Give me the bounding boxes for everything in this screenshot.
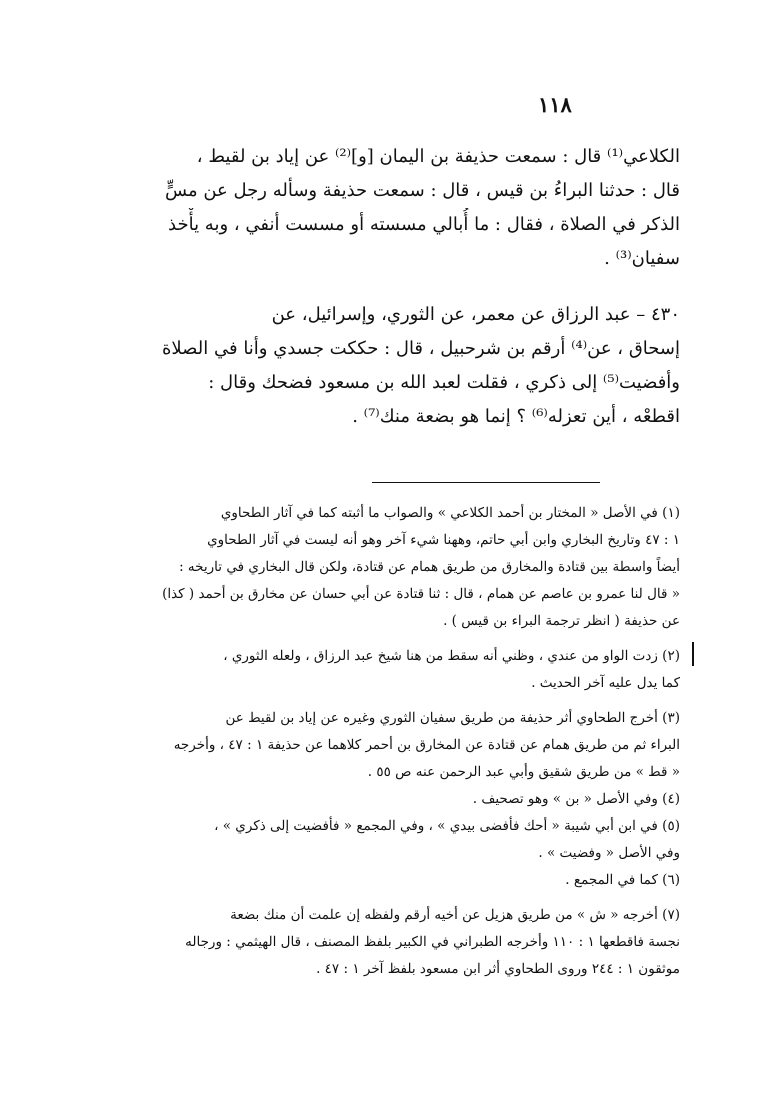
footnotes — [60, 500, 680, 983]
footnote-line: كما يدل عليه آخر الحديث . — [531, 675, 680, 691]
text-line: قال : حدثنا البراءُ بن قيس ، قال : سمعت حذيفة وسأله رجل عن مسٍّ — [165, 180, 680, 201]
text-line: وأفضيت⁽⁵⁾ إلى ذكري ، فقلت لعبد الله بن مسعود فضحك وقال : — [208, 372, 680, 393]
paragraph-2-hadith-430 — [60, 298, 680, 434]
text-line: إسحاق ، عن⁽⁴⁾ أرقم بن شرحبيل ، قال : حككت جسدي وأنا في الصلاة — [162, 338, 680, 359]
footnote-line: البراء ثم من طريق همام عن قتادة عن المخارق بن أحمر كلاهما عن حذيفة ١ : ٤٧ ، وأخرجه — [173, 737, 680, 753]
footnote-line: (٦) كما في المجمع . — [565, 872, 680, 888]
page-number: ١١٨ — [538, 92, 572, 117]
text-line: الكلاعي⁽¹⁾ قال : سمعت حذيفة بن اليمان [و]⁽²⁾ عن إياد بن لقيط ، — [196, 146, 680, 167]
footnote-4 — [60, 786, 680, 813]
footnote-5 — [60, 813, 680, 867]
footnote-6 — [60, 867, 680, 894]
text-line: ٤٣٠ – عبد الرزاق عن معمر، عن الثوري، وإسرائيل، عن — [271, 304, 680, 325]
text-line: الذكر في الصلاة ، فقال : ما أُبالي مسسته أو مسست أنفي ، وبه يأْخذ — [168, 214, 680, 235]
footnote-line: (٢) زدت الواو من عندي ، وظني أنه سقط من هنا شيخ عبد الرزاق ، ولعله الثوري ، — [223, 648, 680, 664]
main-text — [60, 140, 680, 434]
text-line: اقطعْه ، أين تعزله⁽⁶⁾ ؟ إنما هو بضعة منك⁽⁷⁾ . — [352, 406, 680, 427]
footnote-line: أيضاً واسطة بين قتادة والمخارق من طريق همام عن قتادة، ولكن قال البخاري في تاريخه : — [179, 559, 680, 575]
footnote-line: « قط » من طريق شقيق وأبي عبد الرحمن عنه ص ٥٥ . — [367, 764, 680, 780]
footnote-line: موثقون ١ : ٢٤٤ وروى الطحاوي أثر ابن مسعود بلفظ آخر ١ : ٤٧ . — [316, 961, 680, 977]
footnote-line: (٣) أخرج الطحاوي أثر حذيفة من طريق سفيان الثوري وغيره عن إياد بن لقيط عن — [225, 710, 680, 726]
footnote-line: ١ : ٤٧ وتاريخ البخاري وابن أبي حاتم، وههنا شيء آخر وهو أنه ليست في آثار الطحاوي — [207, 532, 680, 548]
footnote-line: (١) في الأصل « المختار بن أحمد الكلاعي » والصواب ما أثبته كما في آثار الطحاوي — [220, 505, 680, 521]
footnote-7 — [60, 902, 680, 983]
footnote-line: (٧) أخرجه « ش » من طريق هزيل عن أخيه أرقم ولفظه إن علمت أن منك بضعة — [230, 907, 680, 923]
footnote-line: وفي الأصل « وفضيت » . — [538, 845, 680, 861]
text-line: سفيان⁽³⁾ . — [604, 248, 680, 269]
footnote-divider — [372, 482, 600, 483]
paragraph-1 — [60, 140, 680, 276]
footnote-2 — [60, 643, 680, 697]
footnote-line: عن حذيفة ( انظر ترجمة البراء بن قيس ) . — [443, 613, 680, 629]
footnote-1 — [60, 500, 680, 635]
footnote-line: (٤) وفي الأصل « بن » وهو تصحيف . — [472, 791, 680, 807]
footnote-3 — [60, 705, 680, 786]
footnote-line: نجسة فاقطعها ١ : ١١٠ وأخرجه الطبراني في الكبير بلفظ المصنف ، قال الهيثمي : ورجاله — [185, 934, 680, 950]
footnote-line: « قال لنا عمرو بن عاصم عن همام ، قال : ثنا قتادة عن أبي حسان عن مخارق بن أحمد ( كذا) — [162, 586, 680, 602]
margin-mark — [692, 642, 694, 666]
footnote-line: (٥) في ابن أبي شيبة « أحك فأفضى بيدي » ، وفي المجمع « فأفضيت إلى ذكري » ، — [214, 818, 680, 834]
